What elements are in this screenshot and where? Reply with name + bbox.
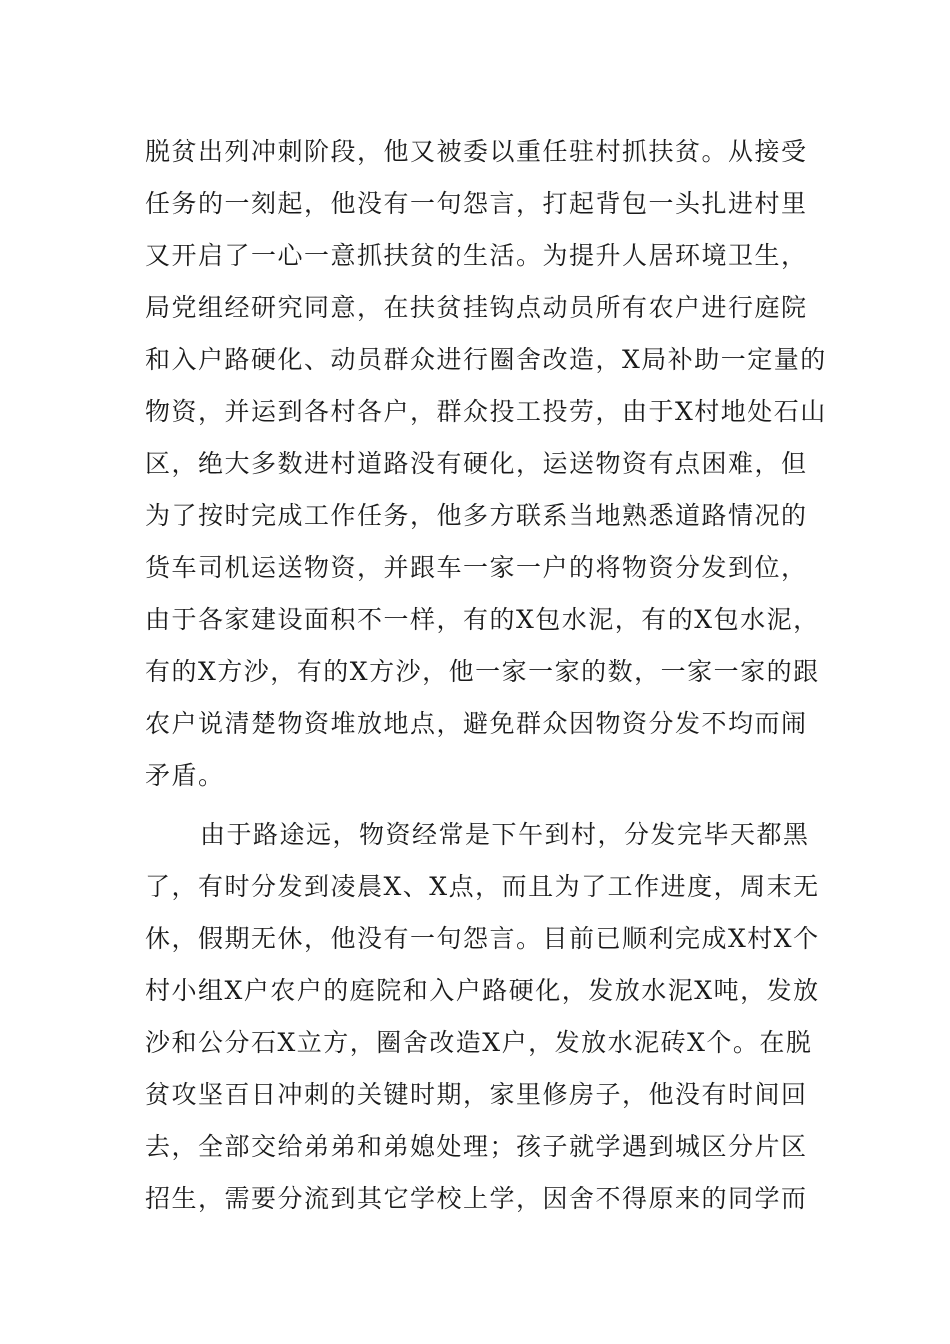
paragraph-1-line-9: 货车司机运送物资，并跟车一家一户的将物资分发到位， <box>145 553 808 582</box>
paragraph-2-line-7: 去，全部交给弟弟和弟媳处理；孩子就学遇到城区分片区 <box>145 1132 808 1161</box>
paragraph-2-line-3: 休，假期无休，他没有一句怨言。目前已顺利完成X村X个 <box>145 924 820 953</box>
paragraph-1-line-11: 有的X方沙，有的X方沙，他一家一家的数，一家一家的跟 <box>145 657 820 686</box>
paragraph-1-line-3: 又开启了一心一意抓扶贫的生活。为提升人居环境卫生， <box>145 241 808 270</box>
paragraph-1-line-4: 局党组经研究同意，在扶贫挂钩点动员所有农户进行庭院 <box>145 293 808 322</box>
paragraph-1-line-10: 由于各家建设面积不一样，有的X包水泥，有的X包水泥， <box>145 605 820 634</box>
paragraph-1-line-6: 物资，并运到各村各户，群众投工投劳，由于X村地处石山 <box>145 397 827 426</box>
paragraph-2-line-4: 村小组X户农户的庭院和入户路硬化，发放水泥X吨，发放 <box>145 976 820 1005</box>
paragraph-2-line-2: 了，有时分发到凌晨X、X点，而且为了工作进度，周末无 <box>145 872 820 901</box>
paragraph-1-line-13: 矛盾。 <box>145 761 225 790</box>
paragraph-1-line-2: 任务的一刻起，他没有一句怨言，打起背包一头扎进村里 <box>145 189 808 218</box>
paragraph-1-line-12: 农户说清楚物资堆放地点，避免群众因物资分发不均而闹 <box>145 709 808 738</box>
paragraph-2-line-6: 贫攻坚百日冲刺的关键时期，家里修房子，他没有时间回 <box>145 1080 808 1109</box>
paragraph-2-line-5: 沙和公分石X立方，圈舍改造X户，发放水泥砖X个。在脱 <box>145 1028 813 1057</box>
paragraph-1-line-5: 和入户路硬化、动员群众进行圈舍改造，X局补助一定量的 <box>145 345 827 374</box>
paragraph-2-line-8: 招生，需要分流到其它学校上学，因舍不得原来的同学而 <box>145 1184 808 1213</box>
paragraph-1-line-7: 区，绝大多数进村道路没有硬化，运送物资有点困难，但 <box>145 449 808 478</box>
paragraph-2-line-1: 由于路途远，物资经常是下午到村，分发完毕天都黑 <box>200 820 810 849</box>
paragraph-1-line-8: 为了按时完成工作任务，他多方联系当地熟悉道路情况的 <box>145 501 808 530</box>
paragraph-1-line-1: 脱贫出列冲刺阶段，他又被委以重任驻村抓扶贫。从接受 <box>145 137 808 166</box>
